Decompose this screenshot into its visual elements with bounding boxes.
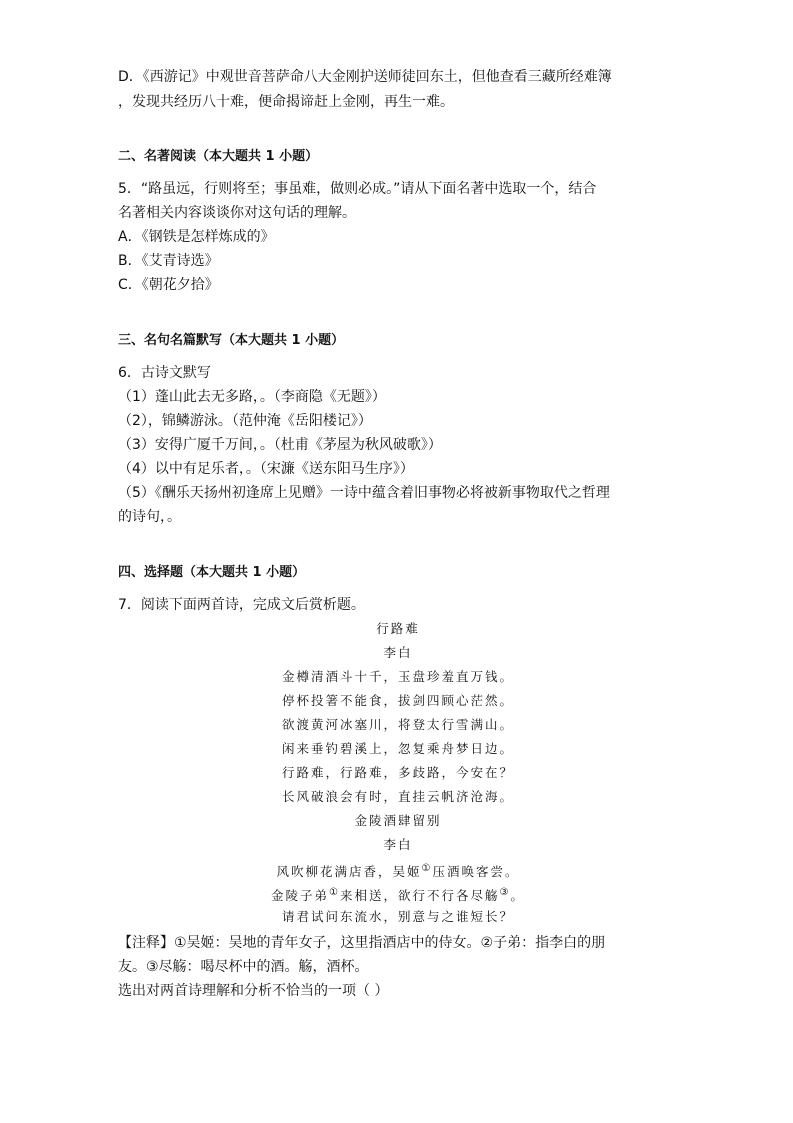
footnote-marker: ① bbox=[329, 887, 340, 898]
poem-1-line: 停杯投箸不能食，拔剑四顾心茫然。 bbox=[281, 693, 514, 708]
question-5-line-1: 5．“路虽远，行则将至；事虽难，做则必成。”请从下面名著中选取一个，结合 bbox=[118, 181, 597, 197]
question-6: 6．古诗文默写 bbox=[118, 365, 211, 381]
dictation-item-1: （1）蓬山此去无多路，。（李商隐《无题》） bbox=[118, 389, 386, 405]
question-5-line-2: 名著相关内容谈谈你对这句话的理解。 bbox=[118, 205, 356, 221]
option-a: A．《钢铁是怎样炼成的》 bbox=[118, 229, 275, 245]
option-d-line-2: ，发现共经历八十难，便命揭谛赶上金刚，再生一难。 bbox=[118, 94, 454, 110]
poem-1-line: 行路难，行路难，多歧路，今安在？ bbox=[281, 765, 514, 780]
poem-1-line: 长风破浪会有时，直挂云帆济沧海。 bbox=[281, 789, 514, 804]
question-7: 7．阅读下面两首诗，完成文后赏析题。 bbox=[118, 597, 365, 613]
dictation-item-5: （5）《酬乐天扬州初逢席上见赠》一诗中蕴含着旧事物必将被新事物取代之哲理 bbox=[118, 485, 610, 501]
poem-1-line: 闲来垂钓碧溪上，忽复乘舟梦日边。 bbox=[281, 741, 514, 756]
poem-1-author: 李白 bbox=[383, 645, 413, 660]
poem-1-line: 金樽清酒斗十千，玉盘珍羞直万钱。 bbox=[281, 669, 514, 684]
section-2-heading: 二、名著阅读（本大题共 1 小题） bbox=[118, 149, 319, 164]
poem-2-author: 李白 bbox=[383, 837, 413, 852]
section-3-heading: 三、名句名篇默写（本大题共 1 小题） bbox=[118, 333, 345, 348]
dictation-item-2: （2），锦鳞游泳。（范仲淹《岳阳楼记》） bbox=[118, 413, 372, 429]
poem-2-line-2: 金陵子弟①来相送，欲行不行各尽觞③。 bbox=[271, 887, 525, 904]
section-4-heading: 四、选择题（本大题共 1 小题） bbox=[118, 565, 306, 580]
footnote-marker: ① bbox=[421, 863, 433, 874]
dictation-item-5-cont: 的诗句，。 bbox=[118, 509, 181, 525]
option-b: B．《艾青诗选》 bbox=[118, 253, 219, 269]
poem-2-line-1: 风吹柳花满店香，吴姬①压酒唤客尝。 bbox=[276, 863, 520, 880]
poem-1-title: 行路难 bbox=[376, 621, 420, 636]
poem-1-line: 欲渡黄河冰塞川，将登太行雪满山。 bbox=[281, 717, 514, 732]
dictation-item-4: （4）以中有足乐者，。（宋濂《送东阳马生序》） bbox=[118, 461, 414, 477]
question-7-prompt: 选出对两首诗理解和分析不恰当的一项（ ） bbox=[118, 983, 389, 999]
option-d-line-1: D．《西游记》中观世音菩萨命八大金刚护送师徒回东土，但他查看三藏所经难簿 bbox=[118, 69, 612, 85]
poem-2-line-3: 请君试问东流水，别意与之谁短长？ bbox=[281, 909, 514, 924]
annotation-line-1: 【注释】①吴姬：吴地的青年女子，这里指酒店中的侍女。②子弟：指李白的朋 bbox=[118, 935, 606, 951]
footnote-marker: ③ bbox=[499, 887, 511, 898]
dictation-item-3: （3）安得广厦千万间，。（杜甫《茅屋为秋风破歌》） bbox=[118, 437, 442, 453]
annotation-line-2: 友。③尽觞：喝尽杯中的酒。觞，酒杯。 bbox=[118, 959, 369, 975]
poem-2-title: 金陵酒肆留别 bbox=[354, 813, 442, 828]
option-c: C．《朝花夕拾》 bbox=[118, 277, 219, 293]
